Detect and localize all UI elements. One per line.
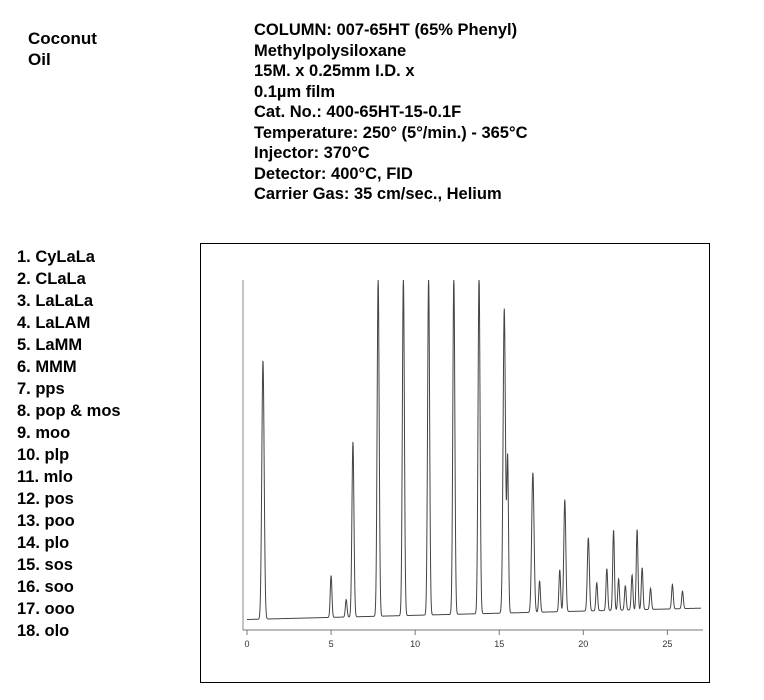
peak-list-item: 12. pos <box>17 490 74 508</box>
sample-title-line-2: Oil <box>28 50 51 69</box>
condition-carrier-gas: Carrier Gas: 35 cm/sec., Helium <box>254 185 502 203</box>
peak-list-item: 17. ooo <box>17 600 75 618</box>
x-tick-label: 25 <box>662 639 673 649</box>
condition-dimensions: 15M. x 0.25mm I.D. x <box>254 62 415 80</box>
x-axis-ticks <box>244 630 672 649</box>
chart-axes <box>243 280 703 630</box>
peak-list-item: 16. soo <box>17 578 74 596</box>
peak-list-item: 15. sos <box>17 556 73 574</box>
peak-list-item: 10. plp <box>17 446 70 464</box>
peak-list-item: 9. moo <box>17 424 71 442</box>
x-tick-label: 10 <box>410 639 421 649</box>
peak-list-item: 3. LaLaLa <box>17 292 94 310</box>
peak-list-item: 18. olo <box>17 622 70 640</box>
peak-identification-list <box>17 246 121 642</box>
peak-list-item: 7. pps <box>17 380 65 398</box>
peak-list-item: 6. MMM <box>17 358 77 376</box>
chromatogram-trace <box>247 280 701 620</box>
x-tick-label: 15 <box>494 639 505 649</box>
peak-list-item: 2. CLaLa <box>17 270 86 288</box>
condition-column: COLUMN: 007-65HT (65% Phenyl) <box>254 21 518 39</box>
peak-list-item: 5. LaMM <box>17 336 83 354</box>
condition-phase: Methylpolysiloxane <box>254 41 407 60</box>
peak-list-item: 8. pop & mos <box>17 402 121 420</box>
condition-cat-no: Cat. No.: 400-65HT-15-0.1F <box>254 103 462 121</box>
x-tick-label: 0 <box>244 639 250 649</box>
peak-list-item: 4. LaLAM <box>17 314 91 332</box>
chromatogram-chart <box>201 244 709 682</box>
chromatogram-trace-group <box>247 280 701 620</box>
x-tick-label: 20 <box>578 639 589 649</box>
chromatogram-frame <box>200 243 710 683</box>
condition-temperature: Temperature: 250° (5°/min.) - 365°C <box>254 123 528 142</box>
x-tick-label: 5 <box>328 639 334 649</box>
peak-list-item: 14. plo <box>17 534 70 552</box>
peak-list-item: 1. CyLaLa <box>17 248 95 266</box>
peak-list-item: 13. poo <box>17 512 75 530</box>
column-conditions <box>254 20 528 205</box>
peak-list-item: 11. mlo <box>17 468 73 486</box>
condition-detector: Detector: 400°C, FID <box>254 164 413 183</box>
sample-title-line-1: Coconut <box>28 29 97 48</box>
condition-film: 0.1µm film <box>254 82 336 101</box>
condition-injector: Injector: 370°C <box>254 144 370 162</box>
sample-title <box>28 28 97 70</box>
